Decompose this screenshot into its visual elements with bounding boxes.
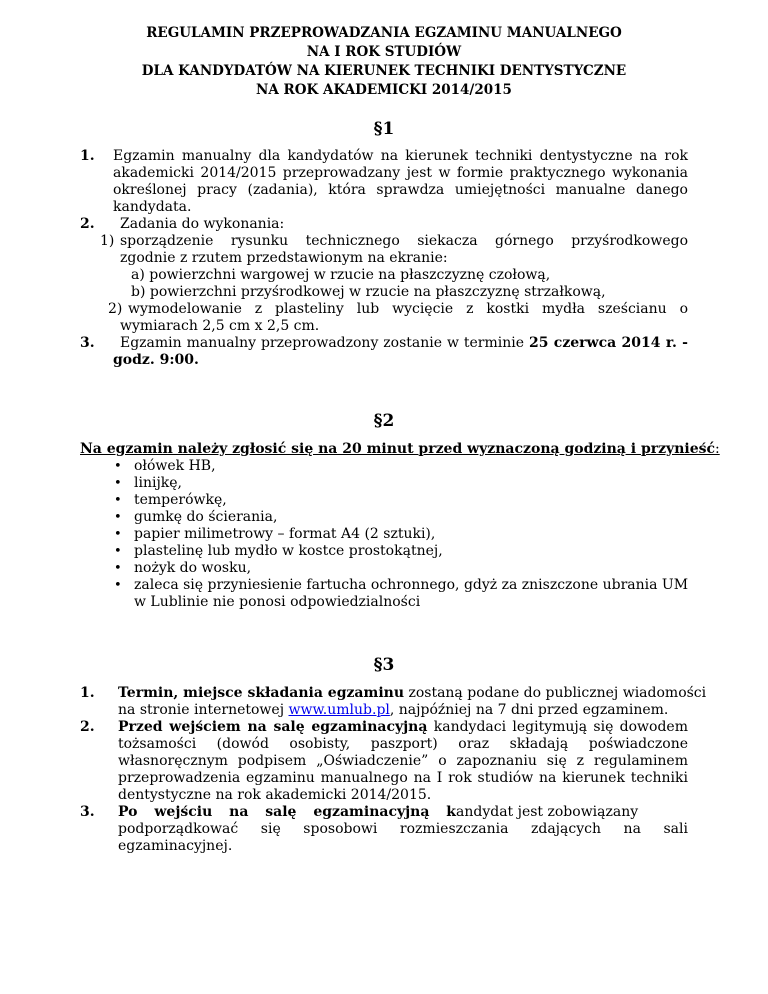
s1-t1-line-1: sporządzenie rysunku technicznego siekacza górnego przyśrodkowego (120, 233, 688, 249)
s1-point-1 (80, 148, 688, 216)
bullet-icon: • (114, 510, 122, 525)
s3-point-1 (80, 685, 707, 719)
s1-p1-line-4: kandydata. (113, 199, 192, 215)
bullet-icon: • (114, 527, 122, 542)
s3-point-1-number: 1. (80, 685, 95, 701)
s3-p2-line-1 (118, 719, 688, 736)
s3-p1-line-2: na stronie internetowej www.umlub.pl, najpóźniej na 7 dni przed egzaminem. (118, 702, 669, 718)
section-1-body (80, 148, 688, 369)
s3-point-2 (80, 719, 688, 804)
s1-p3-time: godz. 9:00. (113, 352, 199, 368)
s3-p2-line-4: przeprowadzenia egzaminu manualnego na I rok studiów na kierunek techniki (118, 770, 688, 786)
s3-point-3 (80, 804, 688, 855)
s1-point-1-number: 1. (80, 148, 95, 164)
s1-t2-line-2: wymiarach 2,5 cm x 2,5 cm. (120, 318, 320, 334)
umlub-link[interactable]: www.umlub.pl (288, 702, 390, 718)
s3-p2-bold: Przed wejściem na salę egzaminacyjną (118, 719, 428, 735)
s3-p2-line-3: własnoręcznym podpisem „Oświadczenie” o zapoznaniu się z regulaminem (118, 753, 688, 769)
bullet-icon: • (114, 476, 122, 491)
s1-task-1 (80, 233, 688, 301)
section-3-heading: §3 (373, 655, 395, 675)
s1-p1-line-2: akademicki 2014/2015 przeprowadzany jest w formie praktycznego wykonania (113, 165, 688, 181)
list-item: • papier milimetrowy – format A4 (2 sztuki), (114, 526, 436, 542)
list-item: • gumkę do ścierania, (114, 509, 278, 525)
list-item: • nożyk do wosku, (114, 560, 252, 576)
s1-task-2-number: 2) (108, 301, 123, 317)
s2-intro (80, 441, 720, 458)
title-line-2: NA I ROK STUDIÓW (306, 44, 462, 60)
s1-p3-date: 25 czerwca 2014 r. - (528, 335, 688, 351)
s1-point-3 (80, 335, 688, 369)
s3-p1-bold: Termin, miejsce składania egzaminu (118, 685, 404, 701)
s3-p1-line-1 (118, 685, 707, 702)
title-line-1: REGULAMIN PRZEPROWADZANIA EGZAMINU MANUALNEGO (146, 25, 622, 41)
s1-p2-text: Zadania do wykonania: (120, 216, 285, 232)
s1-t1-sub-b: b) powierzchni przyśrodkowej w rzucie na płaszczyznę strzałkową, (131, 284, 606, 300)
s1-p1-line-3: określonej pracy (zadania), która sprawdza umiejętności manualne danego (113, 182, 688, 198)
section-3-body (80, 685, 707, 855)
s3-p2-line-2: tożsamości (dowód osobisty, paszport) oraz składają poświadczone (118, 736, 688, 752)
s3-point-2-number: 2. (80, 719, 95, 735)
s3-p2-rest: kandydaci legitymują się dowodem (427, 719, 688, 735)
bullet-icon: • (114, 544, 122, 559)
title-line-4: NA ROK AKADEMICKI 2014/2015 (256, 82, 512, 98)
s2-intro-text: Na egzamin należy zgłosić się na 20 minut przed wyznaczoną godziną i przynieść (80, 441, 716, 457)
list-item-continuation: w Lublinie nie ponosi odpowiedzialności (134, 594, 421, 610)
s3-p3-line-2: podporządkować się sposobowi rozmieszczania zdających na sali (118, 821, 688, 837)
s1-point-3-number: 3. (80, 335, 95, 351)
s1-point-2-number: 2. (80, 216, 95, 232)
title-line-3: DLA KANDYDATÓW NA KIERUNEK TECHNIKI DENTYSTYCZNE (141, 63, 627, 79)
s1-task-1-number: 1) (100, 233, 115, 249)
bullet-icon: • (114, 578, 122, 593)
section-1-heading: §1 (373, 119, 395, 139)
list-item: • plastelinę lub mydło w kostce prostokątnej, (114, 543, 443, 559)
s1-t1-sub-a: a) powierzchni wargowej w rzucie na płaszczyznę czołową, (131, 267, 551, 283)
document-title (60, 24, 708, 100)
s1-p3-text: Egzamin manualny przeprowadzony zostanie w terminie (120, 335, 525, 351)
bullet-icon: • (114, 459, 122, 474)
s3-p3-line-3: egzaminacyjnej. (118, 838, 233, 854)
s2-items-list (80, 458, 688, 611)
section-2-heading: §2 (373, 411, 395, 431)
s2-intro-colon: : (715, 441, 720, 457)
s3-p3-rest: andydat jest zobowiązany (456, 804, 639, 820)
s3-p3-bold: Po wejściu na salę egzaminacyjną k (118, 804, 456, 820)
s1-p3-line-1 (120, 335, 688, 352)
s1-t2-line-1: wymodelowanie z plasteliny lub wycięcie z kostki mydła sześcianu o (128, 301, 688, 317)
bullet-icon: • (114, 493, 122, 508)
s3-p1-rest: zostaną podane do publicznej wiadomości (404, 685, 707, 701)
s3-p2-line-5: dentystyczne na rok akademicki 2014/2015. (118, 787, 432, 803)
list-item: • linijkę, (114, 475, 183, 491)
list-item: • temperówkę, (114, 492, 227, 508)
section-2-body (80, 441, 720, 611)
bullet-icon: • (114, 561, 122, 576)
s1-task-2 (80, 301, 688, 335)
s1-point-2 (80, 216, 688, 233)
s3-p3-line-1 (118, 804, 688, 821)
list-item: • ołówek HB, (114, 458, 216, 474)
list-item: • zaleca się przyniesienie fartucha ochronnego, gdyż za zniszczone ubrania UM w Lublinie nie ponosi odpowiedzialności (114, 577, 689, 610)
s1-t1-line-2: zgodnie z rzutem przedstawionym na ekranie: (120, 250, 448, 266)
s3-point-3-number: 3. (80, 804, 95, 820)
s1-p1-line-1: Egzamin manualny dla kandydatów na kierunek techniki dentystyczne na rok (113, 148, 688, 164)
